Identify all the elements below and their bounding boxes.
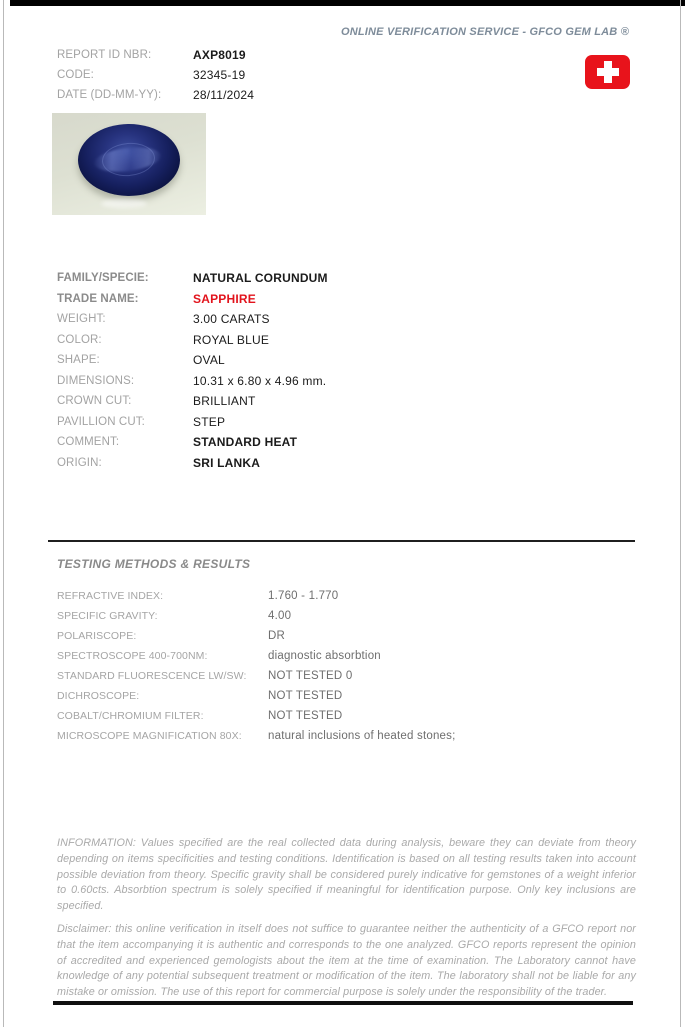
- report-id-row: [57, 45, 254, 65]
- trade-name-value: SAPPHIRE: [193, 291, 256, 306]
- pavillion-cut-value: STEP: [193, 414, 226, 429]
- date-row: [57, 85, 254, 105]
- dimensions-value: 10.31 x 6.80 x 4.96 mm.: [193, 373, 327, 388]
- dimensions-label: DIMENSIONS:: [57, 374, 135, 387]
- code-value: 32345-19: [193, 68, 246, 82]
- family-specie-value: NATURAL CORUNDUM: [193, 271, 328, 286]
- code-label: CODE:: [57, 69, 94, 81]
- cobalt-chromium-filter-value: NOT TESTED: [268, 710, 343, 722]
- fluorescence-value: NOT TESTED 0: [268, 670, 353, 682]
- swiss-cross-horizontal-bar: [597, 68, 619, 76]
- testing-section: [57, 586, 455, 746]
- spectroscope-row: [57, 646, 455, 666]
- information-note: INFORMATION: Values specified are the real collected data during analysis, beware they can deviate from theory depending on items specificities and testing conditions. Identification is based on all testing results taken into account possible deviation from theory. Specific gravity shall be considered purely indicative for gemstones of a weight inferior to 0.60cts. Absorbtion spectrum is solely specified if meaningful for identification purpose. Only key inclusions are specified.: [57, 837, 636, 913]
- spectroscope-value: diagnostic absorbtion: [268, 650, 381, 662]
- polariscope-label: POLARISCOPE:: [57, 630, 137, 642]
- swiss-cross-icon: [585, 55, 630, 89]
- crown-cut-row: [57, 391, 328, 412]
- microscope-label: MICROSCOPE MAGNIFICATION 80X:: [57, 730, 242, 742]
- section-divider-line: [48, 540, 635, 542]
- dichroscope-label: DICHROSCOPE:: [57, 690, 140, 702]
- dimensions-row: [57, 371, 328, 392]
- trade-name-row: [57, 289, 328, 310]
- refractive-index-row: [57, 586, 455, 606]
- code-row: [57, 65, 254, 85]
- microscope-row: [57, 726, 455, 746]
- cobalt-chromium-filter-row: [57, 706, 455, 726]
- origin-label: ORIGIN:: [57, 456, 102, 469]
- photo-reflection: [101, 199, 147, 208]
- comment-row: [57, 432, 328, 453]
- pavillion-cut-row: [57, 412, 328, 433]
- color-value: ROYAL BLUE: [193, 332, 270, 347]
- page-title: ONLINE VERIFICATION SERVICE - GFCO GEM LAB ®: [340, 26, 629, 38]
- shape-label: SHAPE:: [57, 354, 100, 367]
- trade-name-label: TRADE NAME:: [57, 292, 139, 305]
- origin-row: [57, 453, 328, 474]
- shape-value: OVAL: [193, 353, 225, 368]
- pavillion-cut-label: PAVILLION CUT:: [57, 415, 145, 428]
- date-value: 28/11/2024: [193, 88, 255, 102]
- page-left-border: [3, 0, 4, 1027]
- polariscope-row: [57, 626, 455, 646]
- page-right-border: [680, 0, 681, 1027]
- refractive-index-label: REFRACTIVE INDEX:: [57, 590, 164, 602]
- crown-cut-label: CROWN CUT:: [57, 395, 132, 408]
- weight-value: 3.00 CARATS: [193, 312, 270, 327]
- spectroscope-label: SPECTROSCOPE 400-700NM:: [57, 650, 208, 662]
- microscope-value: natural inclusions of heated stones;: [268, 730, 456, 742]
- specific-gravity-label: SPECIFIC GRAVITY:: [57, 610, 158, 622]
- gemstone-photo: [52, 113, 206, 215]
- bottom-rule-line: [53, 1001, 633, 1005]
- color-row: [57, 330, 328, 351]
- family-specie-row: [57, 268, 328, 289]
- specific-gravity-value: 4.00: [268, 610, 292, 622]
- specific-gravity-row: [57, 606, 455, 626]
- sapphire-gem-image: [78, 124, 180, 196]
- comment-value: STANDARD HEAT: [193, 435, 298, 450]
- weight-row: [57, 309, 328, 330]
- dichroscope-value: NOT TESTED: [268, 690, 343, 702]
- identification-section: [57, 268, 328, 473]
- fluorescence-label: STANDARD FLUORESCENCE LW/SW:: [57, 670, 247, 682]
- dichroscope-row: [57, 686, 455, 706]
- report-id-label: REPORT ID NBR:: [57, 49, 152, 61]
- report-id-value: AXP8019: [193, 48, 246, 62]
- origin-value: SRI LANKA: [193, 455, 261, 470]
- top-border-bar: [10, 0, 685, 6]
- report-meta-section: [57, 45, 254, 105]
- testing-section-heading: TESTING METHODS & RESULTS: [57, 557, 251, 571]
- gem-table-facet-outline: [101, 140, 157, 178]
- weight-label: WEIGHT:: [57, 313, 106, 326]
- crown-cut-value: BRILLIANT: [193, 394, 256, 409]
- cobalt-chromium-filter-label: COBALT/CHROMIUM FILTER:: [57, 710, 204, 722]
- disclaimer-note: Disclaimer: this online verification in itself does not suffice to guarantee neither the authenticity of a GFCO report nor that the item accompanying it is authentic and corresponds to the one analyzed. GFCO reports represent the opinion of accredited and experienced gemologists about the item at the time of examination. The Laboratory cannot have knowledge of any potential subsequent treatment or modification of the item. The laboratory shall not be liable for any mistake or omission. The use of this report for commercial purpose is solely under the responsibility of the trader.: [57, 923, 636, 999]
- date-label: DATE (DD-MM-YY):: [57, 89, 162, 101]
- fluorescence-row: [57, 666, 455, 686]
- polariscope-value: DR: [268, 630, 286, 642]
- refractive-index-value: 1.760 - 1.770: [268, 590, 339, 602]
- color-label: COLOR:: [57, 333, 102, 346]
- shape-row: [57, 350, 328, 371]
- family-specie-label: FAMILY/SPECIE:: [57, 272, 149, 285]
- comment-label: COMMENT:: [57, 436, 120, 449]
